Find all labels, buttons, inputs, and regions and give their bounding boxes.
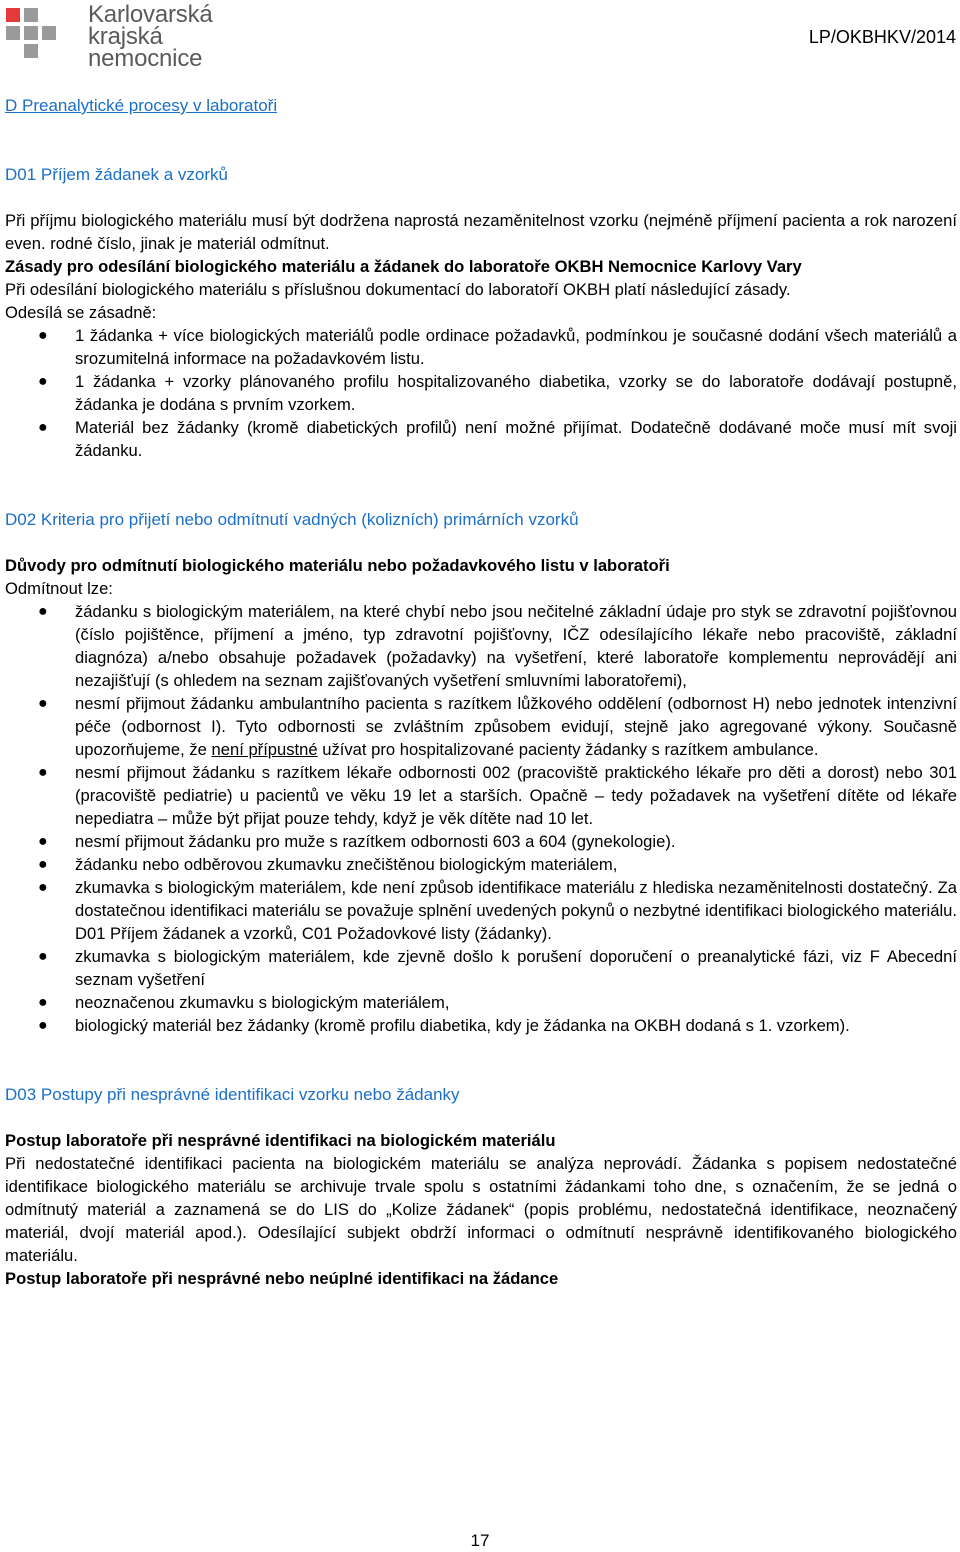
d02-title: D02 Kriteria pro přijetí nebo odmítnutí vadných (kolizních) primárních vzorků [5,510,579,529]
bullet-icon: ● [38,695,48,712]
bullet-icon: ● [38,327,48,344]
list-item: ● biologický materiál bez žádanky (kromě profilu diabetika, kdy je žádanka na OKBH dodaná s 1. vzorkem). [38,1016,850,1035]
d03-title: D03 Postupy při nesprávné identifikaci vzorku nebo žádanky [5,1085,460,1104]
d03-material-text: Při nedostatečné identifikaci pacienta na biologickém materiálu se analýza neprovádí. Žádanka s popisem nedostatečné identifikace biologického materiálu se archivuje trvale spolu s ostatními žádankami toho dne, s označením, že se jedná o odmítnutý materiál a zaznamená se do LIS do „Kolize žádanek“ (popis problému, nedostatečná identifikace, neoznačený materiál, dvojí materiál apod.). Odesílající subjekt obdrží informaci o odmítnutí nesprávně identifikovaného biologického materiálu. [5,1154,957,1265]
list-item: ● nesmí přijmout žádanku ambulantního pacienta s razítkem lůžkového oddělení (odbornost H) nebo jednotek intenzivní péče (odbornost I). Tyto odbornosti se zvláštním způsobem evidují, stejně jako agregované výkony. Současně upozorňujeme, že není přípustné užívat pro hospitalizované pacienty žádanky s razítkem ambulance. [38,694,957,759]
underlined-phrase: není přípustné [211,740,318,759]
logo-wordmark [88,1,213,72]
d01-title: D01 Příjem žádanek a vzorků [5,165,228,184]
page-header [0,0,960,80]
document-code: LP/OKBHKV/2014 [808,27,956,47]
bullet-icon: ● [38,948,48,965]
d02-list [5,600,957,1037]
list-item: ● 1 žádanka + více biologických materiálů podle ordinace požadavků, podmínkou je současné dodání všech materiálů a srozumitelná informace na požadavkovém listu. [38,326,957,368]
d01-list [5,324,957,462]
bullet-icon: ● [38,833,48,850]
logo-line-1: Karlovarská [88,1,213,28]
bullet-icon: ● [38,373,48,390]
d01-rules-heading: Zásady pro odesílání biologického materiálu a žádanek do laboratoře OKBH Nemocnice Karlovy Vary [5,257,802,276]
d01-send-label: Odesílá se zásadně: [5,303,157,322]
d02-reasons-heading: Důvody pro odmítnutí biologického materiálu nebo požadavkového listu v laboratoři [5,556,670,575]
bullet-icon: ● [38,1017,48,1034]
list-item: ● nesmí přijmout žádanku pro muže s razítkem odbornosti 603 a 604 (gynekologie). [38,832,676,851]
bullet-icon: ● [38,994,48,1011]
d01-rules-text: Při odesílání biologického materiálu s příslušnou dokumentací do laboratoří OKBH platí následující zásady. [5,280,791,299]
logo-line-3: nemocnice [88,45,203,72]
bullet-icon: ● [38,603,48,620]
list-item: ● 1 žádanka + vzorky plánovaného profilu hospitalizovaného diabetika, vzorky se do laboratoře dodávají postupně, žádanka je dodána s prvním vzorkem. [38,372,957,414]
logo-line-2: krajská [88,23,163,50]
d03-material-heading: Postup laboratoře při nesprávné identifikaci na biologickém materiálu [5,1131,556,1150]
d03-request-heading: Postup laboratoře při nesprávné nebo neúplné identifikaci na žádance [5,1269,559,1288]
page-number: 17 [470,1531,490,1550]
list-item: ● neoznačenou zkumavku s biologickým materiálem, [38,993,450,1012]
bullet-icon: ● [38,764,48,781]
hospital-logo [6,1,216,72]
list-item: ● žádanku s biologickým materiálem, na které chybí nebo jsou nečitelné základní údaje pro styk se zdravotní pojišťovnou (číslo pojištěnce, příjmení a jméno, typ zdravotní pojišťovny, IČZ odesílajícího lékaře nebo pracoviště, základní diagnóza) a/nebo obsahuje požadavek (požadavky) na vyšetření, které laboratoře komplementu neprovádějí ani nezajišťují (s ohledem na seznam zajišťovaných vyšetření smluvními laboratořemi), [38,602,957,690]
d02-reject-label: Odmítnout lze: [5,579,113,598]
list-item: ● zkumavka s biologickým materiálem, kde zjevně došlo k porušení doporučení o preanalytické fázi, viz F Abecední seznam vyšetření [38,947,957,989]
list-item: ● zkumavka s biologickým materiálem, kde není způsob identifikace materiálu z hlediska nezaměnitelnosti dostatečný. Za dostatečnou identifikaci materiálu se považuje splnění uvedených pokynů o nezbytné identifikaci biologického materiálu. D01 Příjem žádanek a vzorků, C01 Požadovkové listy (žádanky). [38,878,957,943]
d01-intro: Při příjmu biologického materiálu musí být dodržena naprostá nezaměnitelnost vzorku (nejméně příjmení pacienta a rok narození even. rodné číslo, jinak je materiál odmítnut. [5,211,957,253]
bullet-icon: ● [38,419,48,436]
section-d-title: D Preanalytické procesy v laboratoři [5,96,278,115]
list-item: ● Materiál bez žádanky (kromě diabetických profilů) není možné přijímat. Dodatečně dodávané moče musí mít svoji žádanku. [38,418,957,460]
hospital-cross-logo-icon [6,8,82,68]
list-item: ● žádanku nebo odběrovou zkumavku znečištěnou biologickým materiálem, [38,855,618,874]
bullet-icon: ● [38,879,48,896]
document-body [5,94,957,1290]
list-item: ● nesmí přijmout žádanku s razítkem lékaře odbornosti 002 (pracoviště praktického lékaře pro děti a dorost) nebo 301 (pracoviště pediatrie) u pacientů ve věku 19 let a starších. Opačně – tedy požadavek na vyšetření dítěte od lékaře nepediatra – může být přijat pouze tehdy, když je věk dítěte nad 10 let. [38,763,957,828]
bullet-icon: ● [38,856,48,873]
